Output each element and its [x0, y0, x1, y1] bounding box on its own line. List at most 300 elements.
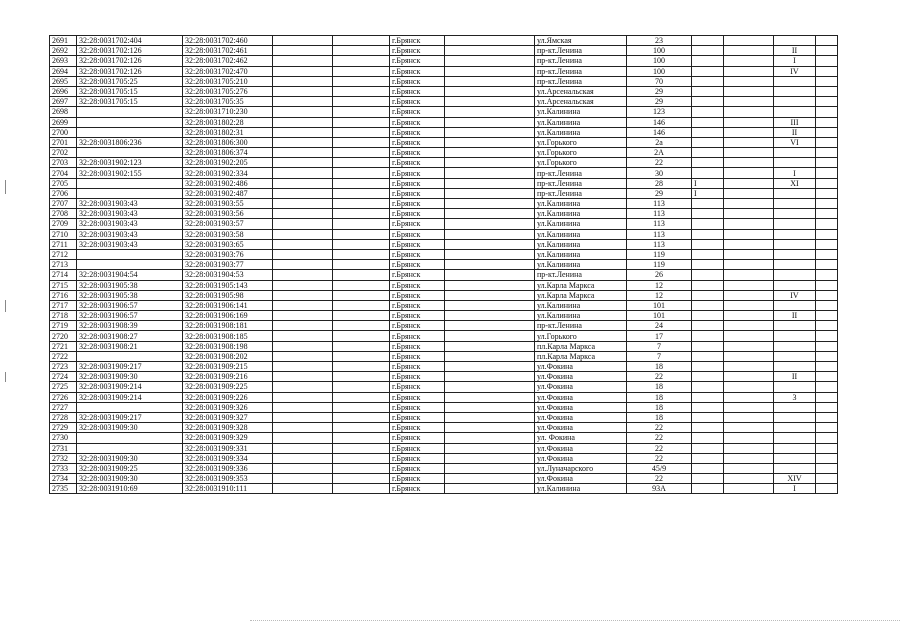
city-cell: г.Брянск [390, 402, 445, 412]
empty-cell [724, 178, 774, 188]
street-cell: ул.Луначарского [535, 463, 627, 473]
parent-cadastral-number-cell [77, 443, 183, 453]
cadastral-number-cell: 32:28:0031908:185 [183, 331, 273, 341]
cadastral-number-cell: 32:28:0031702:462 [183, 56, 273, 66]
house-number-cell: 100 [627, 46, 692, 56]
building-mark-cell [692, 199, 724, 209]
building-mark-cell [692, 280, 724, 290]
empty-cell [445, 453, 535, 463]
house-number-cell: 45/9 [627, 463, 692, 473]
empty-cell [445, 331, 535, 341]
street-cell: ул.Горького [535, 148, 627, 158]
margin-mark [5, 180, 6, 194]
empty-cell [273, 148, 333, 158]
empty-cell [333, 474, 390, 484]
table-row [50, 453, 838, 463]
parent-cadastral-number-cell [77, 260, 183, 270]
empty-cell [724, 249, 774, 259]
city-cell: г.Брянск [390, 382, 445, 392]
premises-number-cell [774, 260, 816, 270]
empty-cell [445, 362, 535, 372]
empty-cell [724, 311, 774, 321]
street-cell: ул.Фокина [535, 412, 627, 422]
table-row [50, 290, 838, 300]
street-cell: ул.Калинина [535, 209, 627, 219]
building-mark-cell [692, 474, 724, 484]
premises-number-cell [774, 341, 816, 351]
empty-cell [273, 86, 333, 96]
empty-cell [816, 453, 838, 463]
premises-number-cell: I [774, 56, 816, 66]
table-row [50, 474, 838, 484]
building-mark-cell [692, 249, 724, 259]
city-cell: г.Брянск [390, 188, 445, 198]
empty-cell [724, 229, 774, 239]
empty-cell [273, 168, 333, 178]
empty-cell [333, 178, 390, 188]
table-row [50, 86, 838, 96]
empty-cell [816, 341, 838, 351]
premises-number-cell: I [774, 168, 816, 178]
house-number-cell: 26 [627, 270, 692, 280]
parent-cadastral-number-cell [77, 107, 183, 117]
empty-cell [724, 107, 774, 117]
empty-cell [273, 188, 333, 198]
empty-cell [445, 463, 535, 473]
empty-cell [333, 341, 390, 351]
house-number-cell: 24 [627, 321, 692, 331]
row-number-cell: 2712 [50, 249, 77, 259]
parent-cadastral-number-cell: 32:28:0031908:27 [77, 331, 183, 341]
table-row [50, 402, 838, 412]
row-number-cell: 2729 [50, 423, 77, 433]
row-number-cell: 2707 [50, 199, 77, 209]
house-number-cell: 17 [627, 331, 692, 341]
empty-cell [724, 443, 774, 453]
empty-cell [333, 412, 390, 422]
cadastral-number-cell: 32:28:0031705:210 [183, 76, 273, 86]
premises-number-cell [774, 239, 816, 249]
cadastral-number-cell: 32:28:0031909:216 [183, 372, 273, 382]
table-row [50, 219, 838, 229]
empty-cell [273, 107, 333, 117]
empty-cell [724, 117, 774, 127]
building-mark-cell [692, 484, 724, 494]
street-cell: ул.Ямская [535, 36, 627, 46]
empty-cell [816, 392, 838, 402]
table-row [50, 331, 838, 341]
empty-cell [333, 158, 390, 168]
empty-cell [445, 382, 535, 392]
city-cell: г.Брянск [390, 392, 445, 402]
building-mark-cell [692, 46, 724, 56]
city-cell: г.Брянск [390, 331, 445, 341]
empty-cell [816, 168, 838, 178]
row-number-cell: 2703 [50, 158, 77, 168]
building-mark-cell [692, 86, 724, 96]
row-number-cell: 2735 [50, 484, 77, 494]
house-number-cell: 18 [627, 412, 692, 422]
cadastral-number-cell: 32:28:0031903:56 [183, 209, 273, 219]
parent-cadastral-number-cell: 32:28:0031903:43 [77, 209, 183, 219]
street-cell: пр-кт.Ленина [535, 270, 627, 280]
building-mark-cell [692, 148, 724, 158]
scan-artifact-line [250, 620, 900, 622]
house-number-cell: 2А [627, 148, 692, 158]
street-cell: ул.Горького [535, 137, 627, 147]
parent-cadastral-number-cell: 32:28:0031908:21 [77, 341, 183, 351]
building-mark-cell [692, 209, 724, 219]
city-cell: г.Брянск [390, 127, 445, 137]
building-mark-cell [692, 433, 724, 443]
empty-cell [724, 331, 774, 341]
house-number-cell: 22 [627, 474, 692, 484]
cadastral-number-cell: 32:28:0031908:202 [183, 351, 273, 361]
cadastral-number-cell: 32:28:0031903:55 [183, 199, 273, 209]
building-mark-cell [692, 423, 724, 433]
empty-cell [724, 148, 774, 158]
table-row [50, 46, 838, 56]
empty-cell [724, 199, 774, 209]
row-number-cell: 2713 [50, 260, 77, 270]
city-cell: г.Брянск [390, 474, 445, 484]
parent-cadastral-number-cell [77, 148, 183, 158]
building-mark-cell [692, 463, 724, 473]
empty-cell [816, 148, 838, 158]
building-mark-cell [692, 97, 724, 107]
empty-cell [273, 351, 333, 361]
empty-cell [816, 66, 838, 76]
empty-cell [445, 158, 535, 168]
cadastral-number-cell: 32:28:0031705:276 [183, 86, 273, 96]
parent-cadastral-number-cell: 32:28:0031904:54 [77, 270, 183, 280]
empty-cell [333, 56, 390, 66]
cadastral-number-cell: 32:28:0031902:486 [183, 178, 273, 188]
row-number-cell: 2725 [50, 382, 77, 392]
empty-cell [445, 46, 535, 56]
empty-cell [273, 36, 333, 46]
empty-cell [724, 351, 774, 361]
parent-cadastral-number-cell: 32:28:0031903:43 [77, 199, 183, 209]
row-number-cell: 2728 [50, 412, 77, 422]
street-cell: ул.Калинина [535, 311, 627, 321]
empty-cell [724, 453, 774, 463]
empty-cell [445, 423, 535, 433]
table-row [50, 270, 838, 280]
premises-number-cell [774, 76, 816, 86]
empty-cell [333, 76, 390, 86]
empty-cell [724, 433, 774, 443]
premises-number-cell [774, 362, 816, 372]
empty-cell [445, 107, 535, 117]
city-cell: г.Брянск [390, 290, 445, 300]
row-number-cell: 2717 [50, 300, 77, 310]
empty-cell [333, 127, 390, 137]
building-mark-cell [692, 453, 724, 463]
premises-number-cell [774, 209, 816, 219]
city-cell: г.Брянск [390, 66, 445, 76]
empty-cell [333, 219, 390, 229]
cadastral-number-cell: 32:28:0031902:205 [183, 158, 273, 168]
row-number-cell: 2704 [50, 168, 77, 178]
city-cell: г.Брянск [390, 362, 445, 372]
empty-cell [816, 270, 838, 280]
table-row [50, 239, 838, 249]
parent-cadastral-number-cell: 32:28:0031909:217 [77, 362, 183, 372]
table-row [50, 249, 838, 259]
empty-cell [333, 331, 390, 341]
table-row [50, 341, 838, 351]
parent-cadastral-number-cell: 32:28:0031705:15 [77, 97, 183, 107]
table-row [50, 97, 838, 107]
empty-cell [333, 382, 390, 392]
table-row [50, 484, 838, 494]
street-cell: ул.Калинина [535, 127, 627, 137]
empty-cell [724, 158, 774, 168]
empty-cell [273, 260, 333, 270]
premises-number-cell [774, 300, 816, 310]
parent-cadastral-number-cell: 32:28:0031909:25 [77, 463, 183, 473]
building-mark-cell [692, 229, 724, 239]
premises-number-cell [774, 199, 816, 209]
premises-number-cell [774, 229, 816, 239]
house-number-cell: 28 [627, 178, 692, 188]
house-number-cell: 29 [627, 97, 692, 107]
cadastral-number-cell: 32:28:0031802:31 [183, 127, 273, 137]
empty-cell [724, 372, 774, 382]
empty-cell [333, 107, 390, 117]
property-registry-table [49, 35, 838, 494]
parent-cadastral-number-cell: 32:28:0031909:217 [77, 412, 183, 422]
street-cell: ул.Фокина [535, 453, 627, 463]
house-number-cell: 30 [627, 168, 692, 178]
cadastral-number-cell: 32:28:0031909:326 [183, 402, 273, 412]
city-cell: г.Брянск [390, 484, 445, 494]
empty-cell [273, 56, 333, 66]
empty-cell [724, 280, 774, 290]
empty-cell [724, 219, 774, 229]
empty-cell [445, 97, 535, 107]
empty-cell [445, 36, 535, 46]
city-cell: г.Брянск [390, 97, 445, 107]
parent-cadastral-number-cell: 32:28:0031702:126 [77, 66, 183, 76]
building-mark-cell [692, 351, 724, 361]
house-number-cell: 29 [627, 86, 692, 96]
row-number-cell: 2723 [50, 362, 77, 372]
empty-cell [333, 66, 390, 76]
street-cell: пр-кт.Ленина [535, 76, 627, 86]
premises-number-cell: II [774, 46, 816, 56]
city-cell: г.Брянск [390, 36, 445, 46]
parent-cadastral-number-cell: 32:28:0031902:155 [77, 168, 183, 178]
table-row [50, 66, 838, 76]
cadastral-number-cell: 32:28:0031909:226 [183, 392, 273, 402]
row-number-cell: 2706 [50, 188, 77, 198]
building-mark-cell [692, 443, 724, 453]
empty-cell [273, 341, 333, 351]
empty-cell [724, 321, 774, 331]
empty-cell [273, 127, 333, 137]
empty-cell [333, 484, 390, 494]
house-number-cell: 22 [627, 453, 692, 463]
street-cell: ул.Калинина [535, 199, 627, 209]
table-row [50, 372, 838, 382]
table-row [50, 188, 838, 198]
street-cell: ул.Калинина [535, 117, 627, 127]
empty-cell [333, 188, 390, 198]
building-mark-cell [692, 321, 724, 331]
parent-cadastral-number-cell: 32:28:0031903:43 [77, 239, 183, 249]
house-number-cell: 7 [627, 341, 692, 351]
street-cell: ул.Карла Маркса [535, 280, 627, 290]
city-cell: г.Брянск [390, 117, 445, 127]
premises-number-cell: VI [774, 137, 816, 147]
row-number-cell: 2719 [50, 321, 77, 331]
street-cell: ул.Калинина [535, 300, 627, 310]
city-cell: г.Брянск [390, 46, 445, 56]
empty-cell [445, 199, 535, 209]
building-mark-cell [692, 402, 724, 412]
premises-number-cell: IV [774, 66, 816, 76]
table-row [50, 463, 838, 473]
empty-cell [445, 280, 535, 290]
row-number-cell: 2720 [50, 331, 77, 341]
building-mark-cell [692, 76, 724, 86]
house-number-cell: 146 [627, 117, 692, 127]
empty-cell [333, 239, 390, 249]
cadastral-number-cell: 32:28:0031705:35 [183, 97, 273, 107]
parent-cadastral-number-cell [77, 127, 183, 137]
street-cell: ул.Фокина [535, 392, 627, 402]
premises-number-cell: IV [774, 290, 816, 300]
row-number-cell: 2708 [50, 209, 77, 219]
cadastral-number-cell: 32:28:0031908:198 [183, 341, 273, 351]
empty-cell [445, 290, 535, 300]
empty-cell [333, 36, 390, 46]
empty-cell [816, 474, 838, 484]
street-cell: пл.Карла Маркса [535, 341, 627, 351]
table-row [50, 117, 838, 127]
empty-cell [273, 199, 333, 209]
empty-cell [445, 168, 535, 178]
empty-cell [273, 453, 333, 463]
empty-cell [816, 260, 838, 270]
street-cell: пр-кт.Ленина [535, 56, 627, 66]
street-cell: ул.Горького [535, 331, 627, 341]
house-number-cell: 18 [627, 382, 692, 392]
premises-number-cell [774, 280, 816, 290]
empty-cell [273, 423, 333, 433]
empty-cell [724, 463, 774, 473]
empty-cell [816, 127, 838, 137]
empty-cell [816, 382, 838, 392]
premises-number-cell [774, 188, 816, 198]
row-number-cell: 2692 [50, 46, 77, 56]
city-cell: г.Брянск [390, 280, 445, 290]
empty-cell [333, 97, 390, 107]
cadastral-number-cell: 32:28:0031906:169 [183, 311, 273, 321]
building-mark-cell [692, 239, 724, 249]
city-cell: г.Брянск [390, 463, 445, 473]
empty-cell [724, 76, 774, 86]
city-cell: г.Брянск [390, 412, 445, 422]
empty-cell [273, 280, 333, 290]
cadastral-number-cell: 32:28:0031903:57 [183, 219, 273, 229]
table-row [50, 351, 838, 361]
empty-cell [273, 433, 333, 443]
city-cell: г.Брянск [390, 199, 445, 209]
empty-cell [816, 423, 838, 433]
empty-cell [273, 137, 333, 147]
building-mark-cell [692, 300, 724, 310]
street-cell: ул.Арсенальская [535, 86, 627, 96]
table-row [50, 56, 838, 66]
empty-cell [445, 341, 535, 351]
row-number-cell: 2709 [50, 219, 77, 229]
empty-cell [724, 56, 774, 66]
premises-number-cell [774, 402, 816, 412]
empty-cell [273, 270, 333, 280]
empty-cell [816, 219, 838, 229]
cadastral-number-cell: 32:28:0031806:300 [183, 137, 273, 147]
cadastral-number-cell: 32:28:0031702:470 [183, 66, 273, 76]
cadastral-number-cell: 32:28:0031904:53 [183, 270, 273, 280]
house-number-cell: 29 [627, 188, 692, 198]
cadastral-number-cell: 32:28:0031909:225 [183, 382, 273, 392]
empty-cell [333, 229, 390, 239]
parent-cadastral-number-cell: 32:28:0031806:236 [77, 137, 183, 147]
cadastral-number-cell: 32:28:0031906:141 [183, 300, 273, 310]
premises-number-cell [774, 382, 816, 392]
house-number-cell: 93А [627, 484, 692, 494]
row-number-cell: 2705 [50, 178, 77, 188]
street-cell: пл.Карла Маркса [535, 351, 627, 361]
street-cell: ул.Калинина [535, 260, 627, 270]
premises-number-cell [774, 249, 816, 259]
parent-cadastral-number-cell [77, 433, 183, 443]
cadastral-number-cell: 32:28:0031903:65 [183, 239, 273, 249]
premises-number-cell [774, 433, 816, 443]
building-mark-cell [692, 56, 724, 66]
empty-cell [445, 260, 535, 270]
empty-cell [724, 392, 774, 402]
empty-cell [273, 362, 333, 372]
empty-cell [445, 76, 535, 86]
empty-cell [273, 402, 333, 412]
premises-number-cell: III [774, 117, 816, 127]
empty-cell [333, 209, 390, 219]
city-cell: г.Брянск [390, 168, 445, 178]
table-row [50, 412, 838, 422]
house-number-cell: 2а [627, 137, 692, 147]
empty-cell [816, 249, 838, 259]
row-number-cell: 2732 [50, 453, 77, 463]
premises-number-cell [774, 97, 816, 107]
empty-cell [816, 412, 838, 422]
house-number-cell: 113 [627, 199, 692, 209]
premises-number-cell: II [774, 311, 816, 321]
empty-cell [816, 300, 838, 310]
empty-cell [333, 46, 390, 56]
empty-cell [273, 178, 333, 188]
building-mark-cell [692, 168, 724, 178]
empty-cell [445, 239, 535, 249]
empty-cell [273, 46, 333, 56]
empty-cell [724, 86, 774, 96]
house-number-cell: 22 [627, 433, 692, 443]
empty-cell [273, 290, 333, 300]
table-row [50, 300, 838, 310]
